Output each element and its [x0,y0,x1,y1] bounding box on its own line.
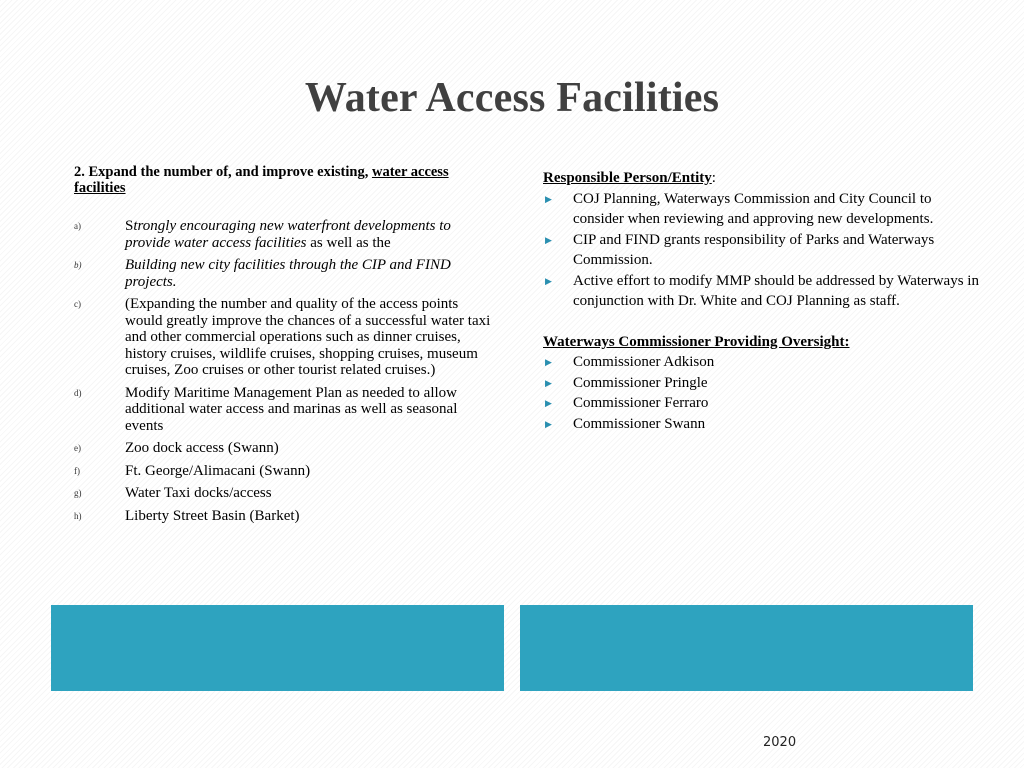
list-item [74,385,494,435]
list-marker: f) [74,465,80,476]
list-item-text [125,485,494,502]
list-item [74,463,494,480]
list-item-text-part: Ft. George/Alimacani (Swann) [125,462,311,479]
list-item [74,440,494,457]
list-marker: b) [74,260,82,270]
oversight-heading: Waterways Commissioner Providing Oversight: [543,333,850,350]
bullet-text: Active effort to modify MMP should be addressed by Waterways in conjunction with Dr. White and COJ Planning as staff. [573,272,979,309]
list-marker: g) [74,488,82,498]
bullet-text: Commissioner Swann [573,415,706,432]
list-item-text-part: (Expanding the number and quality of the access points would greatly improve the chances of a successful water taxi and other commercial operations such as dinner cruises, history cruises, wildlife cruises, shopping cruises, museum cruises, Zoo cruises or other tourist related cruises.) [125,296,491,378]
list-item-text-part: as well as the [306,234,391,251]
list-item-text-part: S [125,218,134,234]
bullet-item [543,352,983,373]
bullet-text: CIP and FIND grants responsibility of Parks and Waterways Commission. [573,231,935,268]
list-item [74,257,494,290]
triangle-right-icon: ▶ [545,357,552,367]
list-marker: e) [74,443,81,453]
list-item-text [125,257,494,290]
list-item-text-part: Zoo dock access (Swann) [125,440,279,456]
triangle-right-icon: ▶ [545,398,552,408]
triangle-right-icon: ▶ [545,234,552,245]
footer-year: 2020 [763,735,797,750]
list-item [74,218,494,251]
responsible-heading-line [543,168,983,189]
footer-panel-left [51,605,504,691]
triangle-right-icon: ▶ [545,193,552,204]
footer-panel-right [520,605,973,691]
triangle-right-icon: ▶ [545,377,552,388]
list-item-text [125,296,494,379]
responsible-list [543,189,983,312]
bullet-item [543,230,983,271]
list-item-text-part: Liberty Street Basin (Barket) [125,507,300,524]
list-item-text [125,218,494,251]
list-item-text-part: Building new city facilities through the CIP and FIND projects. [125,257,451,290]
goal-heading [74,164,494,196]
goal-heading-prefix: 2. Expand the number of, and improve existing, [74,164,372,180]
slide-title: Water Access Facilities [304,75,720,121]
list-item-text-part: Modify Maritime Management Plan as needed to allow additional water access and marinas as well as seasonal events [125,384,458,434]
list-item-text-part: Water Taxi docks/access [125,485,272,501]
list-marker: d) [74,387,82,398]
bullet-item [543,373,983,394]
triangle-right-icon: ▶ [545,418,552,429]
responsible-heading: Responsible Person/Entity [543,170,712,186]
bullet-text: COJ Planning, Waterways Commission and City Council to consider when reviewing and approving new developments. [573,190,934,227]
goal-heading-underlined: water access facilities [74,164,449,196]
list-item-text [125,463,494,480]
bullet-text: Commissioner Pringle [573,374,708,391]
bullet-text: Commissioner Adkison [573,354,715,370]
list-marker: c) [74,299,81,309]
bullet-item [543,393,983,414]
list-item [74,485,494,502]
left-column [74,164,494,530]
bullet-text: Commissioner Ferraro [573,395,709,411]
list-item [74,296,494,379]
action-list [74,218,494,524]
bullet-item [543,189,983,230]
responsible-colon: : [711,170,716,186]
oversight-list [543,352,983,434]
bullet-item [543,414,983,435]
triangle-right-icon: ▶ [545,275,552,286]
bullet-item [543,271,983,312]
list-marker: h) [74,510,82,521]
list-item [74,508,494,525]
list-item-text [125,385,494,435]
list-item-text [125,440,494,457]
list-marker: a) [74,221,81,231]
list-item-text [125,508,494,525]
list-item-text-part: trongly encouraging new waterfront developments to provide water access facilities [125,218,451,251]
right-column [543,168,983,434]
